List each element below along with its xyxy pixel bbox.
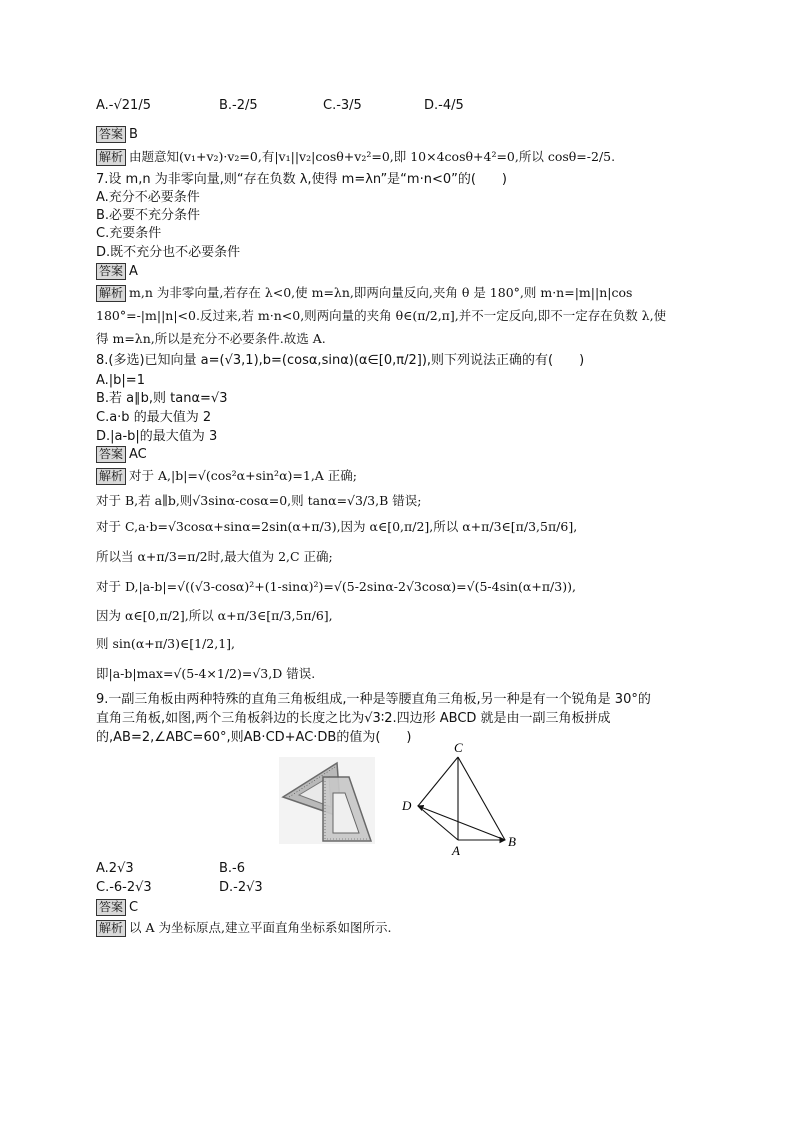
q9-stem-line-3: 的,AB=2,∠ABC=60°,则AB·CD+AC·DB的值为( ) bbox=[96, 730, 412, 745]
quadrilateral-diagram bbox=[398, 740, 523, 858]
q7-answer-row bbox=[96, 263, 138, 281]
q9-explain: 以 A 为坐标原点,建立平面直角坐标系如图所示. bbox=[129, 920, 392, 935]
q8-option-d: D.|a-b|的最大值为 3 bbox=[96, 429, 218, 444]
q6-explain: 由题意知(v₁+v₂)·v₂=0,有|v₁||v₂|cosθ+v₂²=0,即 10×4cosθ+4²=0,所以 cosθ=-2/5. bbox=[129, 149, 616, 164]
answer-tag: 答案 bbox=[96, 126, 126, 143]
q6-answer: B bbox=[129, 127, 138, 142]
q7-option-b: B.必要不充分条件 bbox=[96, 208, 201, 223]
q6-explain-row bbox=[96, 148, 615, 166]
q8-explain-line-7: 则 sin(α+π/3)∈[1/2,1], bbox=[96, 636, 236, 651]
q6-option-b: B.-2/5 bbox=[219, 98, 258, 113]
q8-explain-row bbox=[96, 467, 357, 485]
vector-bd bbox=[418, 806, 505, 840]
segment-cb bbox=[458, 757, 505, 840]
q7-explain-line-3: 得 m=λn,所以是充分不必要条件.故选 A. bbox=[96, 331, 326, 346]
label-a: A bbox=[452, 843, 460, 858]
q9-answer: C bbox=[129, 900, 139, 915]
label-b: B bbox=[508, 834, 516, 849]
explain-tag: 解析 bbox=[96, 468, 126, 485]
segment-cd bbox=[418, 757, 458, 806]
q9-explain-row bbox=[96, 919, 391, 937]
set-squares-photo bbox=[279, 757, 375, 844]
q6-option-d: D.-4/5 bbox=[424, 98, 464, 113]
label-d: D bbox=[402, 798, 412, 813]
q8-explain-line-8: 即|a-b|max=√(5-4×1/2)=√3,D 错误. bbox=[96, 666, 316, 681]
q9-stem-line-2: 直角三角板,如图,两个三角板斜边的长度之比为√3∶2.四边形 ABCD 就是由一副三角板拼成 bbox=[96, 711, 611, 726]
q7-explain-line-1: m,n 为非零向量,若存在 λ<0,使 m=λn,即两向量反向,夹角 θ 是 180°,则 m·n=|m||n|cos bbox=[129, 285, 633, 300]
q8-answer-row bbox=[96, 446, 147, 464]
segment-da bbox=[418, 806, 458, 840]
q7-explain-line-2: 180°=-|m||n|<0.反过来,若 m·n<0,则两向量的夹角 θ∈(π/2,π],并不一定反向,即不一定存在负数 λ,使 bbox=[96, 308, 667, 323]
q8-option-c: C.a·b 的最大值为 2 bbox=[96, 410, 212, 425]
q8-explain-line-4: 所以当 α+π/3=π/2时,最大值为 2,C 正确; bbox=[96, 549, 333, 564]
q9-option-b: B.-6 bbox=[219, 861, 246, 876]
q8-explain-line-2: 对于 B,若 a∥b,则√3sinα-cosα=0,则 tanα=√3/3,B 错误; bbox=[96, 493, 422, 508]
explain-tag: 解析 bbox=[96, 149, 126, 166]
q7-answer: A bbox=[129, 264, 138, 279]
label-c: C bbox=[454, 740, 463, 755]
q8-answer: AC bbox=[129, 447, 147, 462]
q6-option-a: A.-√21/5 bbox=[96, 98, 151, 113]
q8-stem: 8.(多选)已知向量 a=(√3,1),b=(cosα,sinα)(α∈[0,π/2]),则下列说法正确的有( ) bbox=[96, 353, 585, 368]
q9-answer-row bbox=[96, 899, 138, 917]
q7-option-a: A.充分不必要条件 bbox=[96, 190, 200, 205]
q8-option-b: B.若 a∥b,则 tanα=√3 bbox=[96, 391, 228, 406]
q6-option-c: C.-3/5 bbox=[323, 98, 362, 113]
q8-explain-line-5: 对于 D,|a-b|=√((√3-cosα)²+(1-sinα)²)=√(5-2sinα-2√3cosα)=√(5-4sin(α+π/3)), bbox=[96, 579, 576, 594]
q9-option-d: D.-2√3 bbox=[219, 880, 263, 895]
answer-tag: 答案 bbox=[96, 899, 126, 916]
q7-stem: 7.设 m,n 为非零向量,则“存在负数 λ,使得 m=λn”是“m·n<0”的( ) bbox=[96, 172, 507, 187]
q8-explain-line-1: 对于 A,|b|=√(cos²α+sin²α)=1,A 正确; bbox=[129, 468, 358, 483]
explain-tag: 解析 bbox=[96, 920, 126, 937]
q8-explain-line-6: 因为 α∈[0,π/2],所以 α+π/3∈[π/3,5π/6], bbox=[96, 608, 333, 623]
q8-option-a: A.|b|=1 bbox=[96, 373, 145, 388]
q7-option-c: C.充要条件 bbox=[96, 226, 162, 241]
answer-tag: 答案 bbox=[96, 263, 126, 280]
q8-explain-line-3: 对于 C,a·b=√3cosα+sinα=2sin(α+π/3),因为 α∈[0,π/2],所以 α+π/3∈[π/3,5π/6], bbox=[96, 519, 578, 534]
explain-tag: 解析 bbox=[96, 285, 126, 302]
q9-option-a: A.2√3 bbox=[96, 861, 134, 876]
answer-tag: 答案 bbox=[96, 446, 126, 463]
q6-answer-row bbox=[96, 126, 138, 144]
q7-option-d: D.既不充分也不必要条件 bbox=[96, 245, 241, 260]
q9-option-c: C.-6-2√3 bbox=[96, 880, 152, 895]
q9-stem-line-1: 9.一副三角板由两种特殊的直角三角板组成,一种是等腰直角三角板,另一种是有一个锐角是 30°的 bbox=[96, 692, 651, 707]
q7-explain-row bbox=[96, 284, 632, 302]
